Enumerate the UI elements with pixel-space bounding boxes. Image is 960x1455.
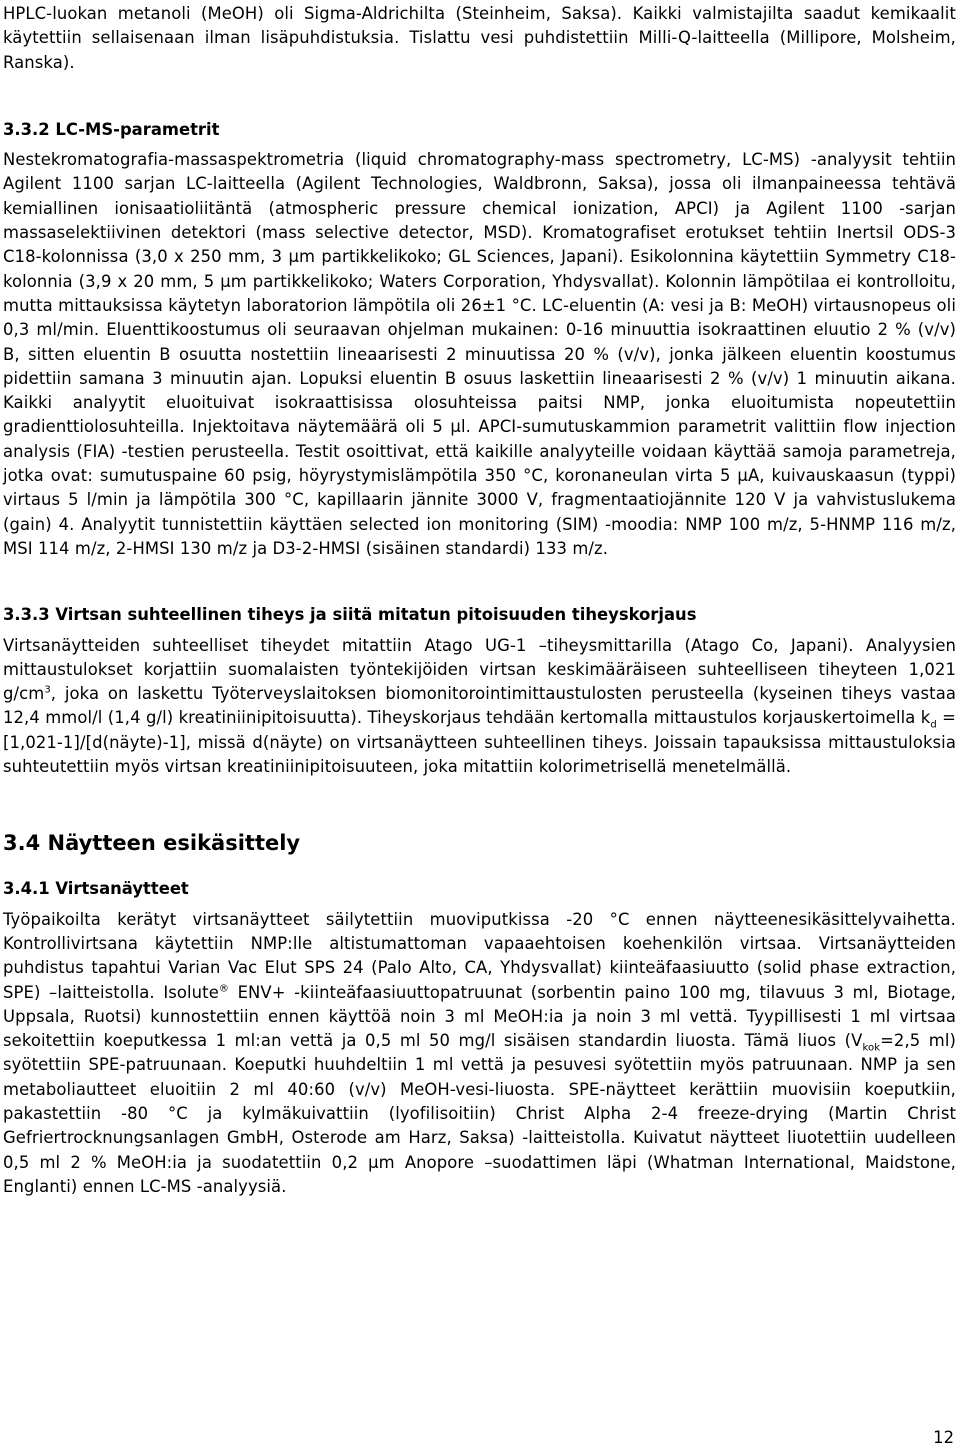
kd-subscript: d xyxy=(930,719,937,731)
vkok-subscript: kok xyxy=(862,1042,881,1054)
section-3-3-3-text-a: Virtsanäytteiden suhteelliset tiheydet mitattiin Atago UG-1 –tiheysmittarilla (Atago Co, Japani). Analyysien mittaustulokset korjattiin suomalaisten työntekijöiden virtsan keskimääräiseen suhteelliseen tiheyteen 1,021 g/cm xyxy=(3,635,956,704)
registered-mark: ® xyxy=(218,983,229,995)
section-3-3-3-paragraph xyxy=(3,634,956,780)
section-3-4-1-paragraph xyxy=(3,908,956,1200)
section-3-4-heading: 3.4 Näytteen esikäsittely xyxy=(3,831,301,856)
section-3-3-3-heading: 3.3.3 Virtsan suhteellinen tiheys ja siitä mitatun pitoisuuden tiheyskorjaus xyxy=(3,605,697,625)
section-3-3-3-text-c: = [1,021-1]/[d(näyte)-1], missä d(näyte) on virtsanäytteen suhteellinen tiheys. Joissain tapauksissa mittaustuloksia suhteutettiin myös virtsan kreatiniinipitoisuuteen, joka mitattiin kolorimetrisellä menetelmällä. xyxy=(3,708,956,777)
page-number: 12 xyxy=(933,1428,954,1447)
section-3-3-2-paragraph: Nestekromatografia-massaspektrometria (liquid chromatography-mass spectrometry, LC-MS) -analyysit tehtiin Agilent 1100 sarjan LC-laitteella (Agilent Technologies, Waldbronn, Saksa), jossa oli ilmanpaineessa tehtävä kemiallinen ionisaatioliitäntä (atmospheric pressure chemical ionization, APCI) ja Agilent 1100 -sarjan massaselektiivinen detektori (mass selective detector, MSD). Kromatografiset erotukset tehtiin Inertsil ODS-3 C18-kolonnissa (3,0 x 250 mm, 3 μm partikkelikoko; GL Sciences, Japani). Esikolonnina käytettiin Symmetry C18-kolonnia (3,9 x 20 mm, 5 μm partikkelikoko; Waters Corporation, Yhdysvallat). Kolonnin lämpötilaa ei kontrolloitu, mutta mittauksissa käytetyn laboratorion lämpötila oli 26±1 °C. LC-eluentin (A: vesi ja B: MeOH) virtausnopeus oli 0,3 ml/min. Eluenttikoostumus oli seuraavan ohjelman mukainen: 0-16 minuuttia isokraattinen eluutio 2 % (v/v) B, sitten eluentin B osuutta nostettiin lineaarisesti 2 minuutissa 20 % (v/v), jonka jälkeen eluentin koostumus pidettiin samana 3 minuutin ajan. Lopuksi eluentin B osuus laskettiin lineaarisesti 2 % (v/v) 1 minuutin aikana. Kaikki analyytit eluoituivat isokraattisissa olosuhteissa paitsi NMP, jonka eluoitumista nopeutettiin gradienttiolosuhteilla. Injektoitava näytemäärä oli 5 μl. APCI-sumutuskammion parametrit valittiin flow injection analysis (FIA) -testien perusteella. Testit osoittivat, että kaikille analyyteille voidaan käyttää samoja parametreja, jotka ovat: sumutuspaine 60 psig, höyrystymislämpötila 350 °C, koronaneulan virta 5 μA, kuivauskaasun (typpi) virtaus 5 l/min ja lämpötila 300 °C, kapillaarin jännite 3000 V, fragmentaatiojännite 120 V ja vahvistuslukema (gain) 4. Analyytit tunnistettiin käyttäen selected ion monitoring (SIM) -moodia: NMP 100 m/z, 5-HNMP 116 m/z, MSI 114 m/z, 2-HMSI 130 m/z ja D3-2-HMSI (sisäinen standardi) 133 m/z. xyxy=(3,150,956,558)
section-3-4-1-heading: 3.4.1 Virtsanäytteet xyxy=(3,879,189,899)
section-3-3-2-heading: 3.3.2 LC-MS-parametrit xyxy=(3,119,220,139)
cubic-superscript: 3 xyxy=(44,684,51,696)
section-3-4-1-text-a: Työpaikoilta kerätyt virtsanäytteet säilytettiin muoviputkissa -20 °C ennen näytteenesikäsittelyvaihetta. Kontrollivirtsana käytettiin NMP:lle altistumattoman vapaaehtoisen koehenkilön virtsaa. Virtsanäytteiden puhdistus tapahtui Varian Vac Elut SPS 24 (Palo Alto, CA, Yhdysvallat) kiinteäfaasiuutto (solid phase extraction, SPE) –laitteistolla. Isolute xyxy=(3,909,956,1002)
page-content xyxy=(3,0,956,1199)
section-3-4-1-text-b: ENV+ -kiinteäfaasiuuttopatruunat (sorbentin paino 100 mg, tilavuus 3 ml, Biotage, Uppsala, Ruotsi) kunnostettiin ennen käyttöä noin 3 ml MeOH:ia ja noin 3 ml vettä. Tyypillisesti 1 ml virtsaa sekoitettiin koeputkessa 1 ml:an vettä ja 0,5 ml 50 mg/l sisäisen standardin liuosta. Tämä liuos (V xyxy=(3,982,956,1051)
section-3-4-1-text-c: =2,5 ml) syötettiin SPE-patruunaan. Koeputki huuhdeltiin 1 ml vettä ja pesuvesi syötettiin myös patruunaan. NMP ja sen metaboliautteet eluoitiin 2 ml 40:60 (v/v) MeOH-vesi-liuosta. SPE-näytteet kerättiin muovisiin koeputkiin, pakastettiin -80 °C ja kylmäkuivattiin (lyofilisoitiin) Christ Alpha 2-4 freeze-drying (Martin Christ Gefriertrocknungsanlagen GmbH, Osterode am Harz, Saksa) -laitteistolla. Kuivatut näytteet liuotettiin uudelleen 0,5 ml 2 % MeOH:ia ja suodatettiin 0,2 μm Anopore –suodattimen läpi (Whatman International, Maidstone, Englanti) ennen LC-MS -analyysiä. xyxy=(3,1031,956,1196)
intro-paragraph: HPLC-luokan metanoli (MeOH) oli Sigma-Aldrichilta (Steinheim, Saksa). Kaikki valmistajilta saadut kemikaalit käytettiin sellaisenaan ilman lisäpuhdistuksia. Tislattu vesi puhdistettiin Milli-Q-laitteella (Millipore, Molsheim, Ranska). xyxy=(3,4,956,72)
section-3-3-3-text-b: , joka on laskettu Työterveyslaitoksen biomonitorointimittaustulosten perusteella (kyseinen tiheys vastaa 12,4 mmol/l (1,4 g/l) kreatiniinipitoisuutta). Tiheyskorjaus tehdään kertomalla mittaustulos korjauskertoimella k xyxy=(3,684,956,728)
